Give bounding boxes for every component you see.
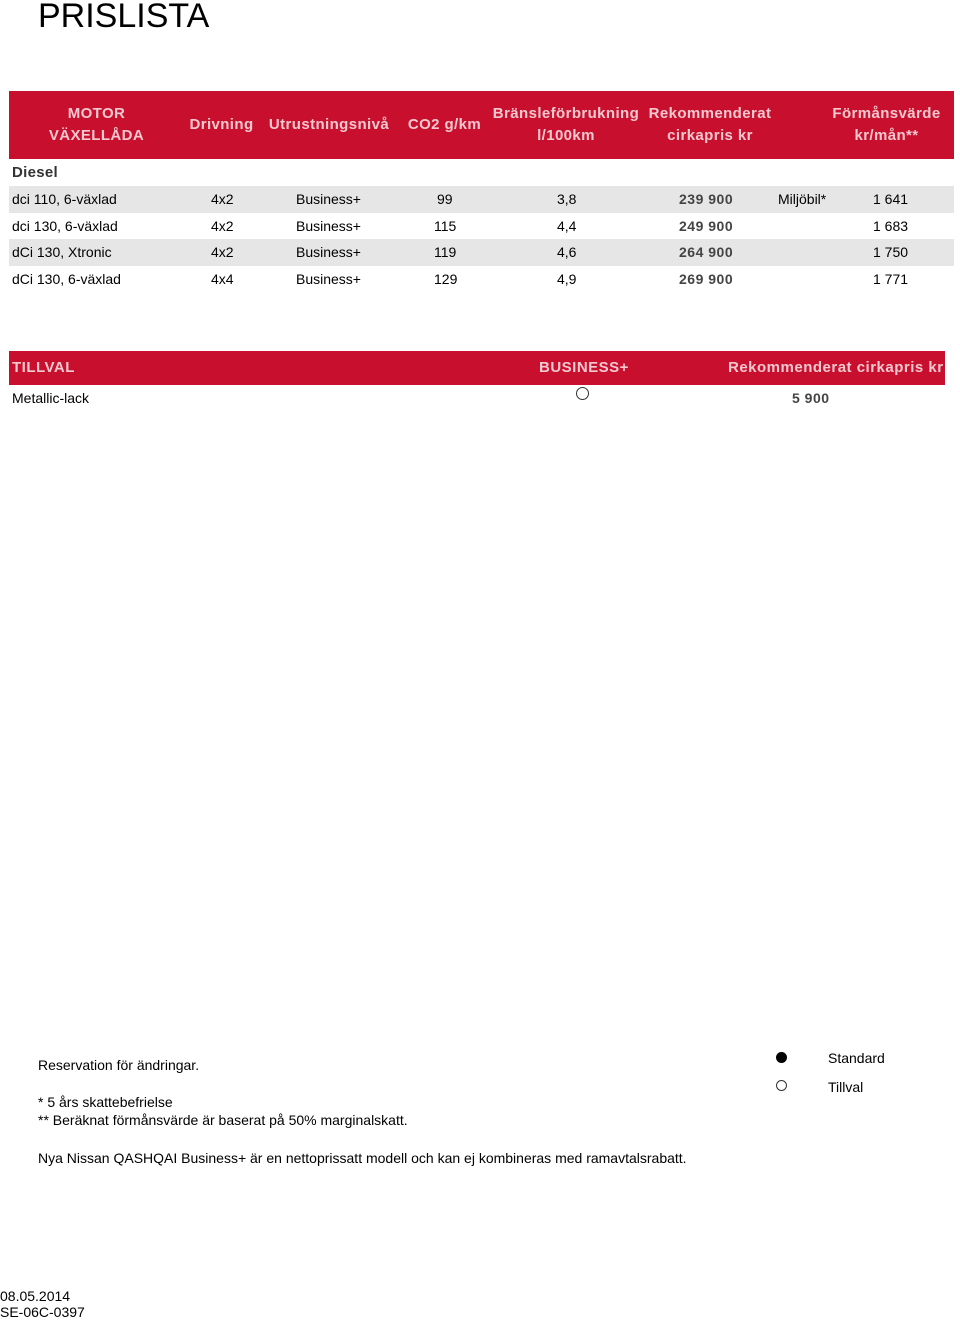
cell-tillval-pris: 5 900	[792, 390, 830, 406]
cell-co2: 99	[437, 191, 453, 207]
price-table-header	[9, 91, 954, 159]
cell-forman: 1 771	[873, 270, 909, 287]
legend-tillval: Tillval	[828, 1079, 864, 1095]
cell-niva: Business+	[296, 244, 361, 260]
benefit-note: ** Beräknat förmånsvärde är baserat på 50% marginalskatt.	[38, 1112, 408, 1128]
footer-code: SE-06C-0397	[0, 1304, 85, 1320]
cell-tillval-name: Metallic-lack	[12, 390, 90, 406]
header-motor-line1: MOTOR	[67, 105, 126, 122]
tillval-table	[9, 351, 945, 411]
cell-forman: 1 750	[873, 244, 909, 260]
table-row	[9, 266, 954, 293]
cell-drivning: 4x2	[211, 217, 234, 234]
footer-date: 08.05.2014	[0, 1288, 71, 1304]
cell-pris: 239 900	[679, 191, 734, 207]
header-motor	[29, 91, 164, 159]
cell-pris: 264 900	[679, 244, 734, 260]
cell-bransle: 3,8	[557, 191, 577, 207]
header-bransle-line2: l/100km	[537, 127, 595, 144]
table-row	[9, 213, 954, 240]
cell-motor: dCi 130, Xtronic	[12, 244, 112, 260]
header-bransle	[491, 91, 641, 159]
header-utrustning: Utrustningsnivå	[268, 116, 390, 133]
header-tillval-pris: Rekommenderat cirkapris kr	[728, 359, 944, 376]
price-table	[9, 91, 954, 292]
tillval-open-circle-icon	[776, 1078, 787, 1096]
header-pris	[645, 91, 775, 159]
cell-note: Miljöbil*	[778, 191, 827, 207]
cell-forman: 1 683	[873, 217, 909, 234]
table-row	[9, 385, 945, 411]
net-price-note: Nya Nissan QASHQAI Business+ är en nettoprissatt modell och kan ej kombineras med ramavtalsrabatt.	[38, 1150, 687, 1166]
cell-co2: 119	[434, 244, 457, 260]
header-tillval: TILLVAL	[12, 359, 75, 376]
cell-niva: Business+	[296, 217, 361, 234]
cell-drivning: 4x2	[211, 244, 234, 260]
cell-pris: 249 900	[679, 217, 734, 234]
header-forman	[824, 91, 949, 159]
legend-standard: Standard	[828, 1050, 885, 1066]
cell-pris: 269 900	[679, 270, 734, 287]
header-forman-line2: kr/mån**	[854, 127, 919, 144]
cell-co2: 129	[434, 270, 458, 287]
header-pris-line2: cirkapris kr	[667, 127, 753, 144]
cell-niva: Business+	[296, 191, 361, 207]
header-motor-line2: VÄXELLÅDA	[48, 127, 145, 144]
cell-co2: 115	[434, 217, 457, 234]
tillval-table-header	[9, 351, 945, 385]
header-business: BUSINESS+	[539, 359, 629, 376]
cell-niva: Business+	[296, 270, 361, 287]
standard-filled-circle-icon	[776, 1050, 787, 1068]
header-pris-line1: Rekommenderat	[648, 105, 772, 122]
section-diesel: Diesel	[12, 164, 58, 181]
cell-motor: dci 130, 6-växlad	[12, 217, 118, 234]
table-row	[9, 239, 954, 266]
header-forman-line1: Förmånsvärde	[832, 105, 941, 122]
cell-bransle: 4,4	[557, 217, 577, 234]
cell-motor: dci 110, 6-växlad	[12, 191, 117, 207]
header-bransle-line1: Bränsleförbrukning	[492, 105, 640, 122]
tax-note: * 5 års skattebefrielse	[38, 1094, 173, 1110]
cell-drivning: 4x4	[211, 270, 234, 287]
cell-bransle: 4,6	[557, 244, 577, 260]
cell-motor: dCi 130, 6-växlad	[12, 270, 121, 287]
cell-bransle: 4,9	[557, 270, 577, 287]
page-title: PRISLISTA	[38, 0, 210, 35]
cell-forman: 1 641	[873, 191, 909, 207]
table-row	[9, 186, 954, 213]
cell-drivning: 4x2	[211, 191, 234, 207]
reservation-note: Reservation för ändringar.	[38, 1057, 200, 1073]
header-co2: CO2 g/km	[407, 116, 482, 133]
header-drivning: Drivning	[189, 116, 254, 133]
